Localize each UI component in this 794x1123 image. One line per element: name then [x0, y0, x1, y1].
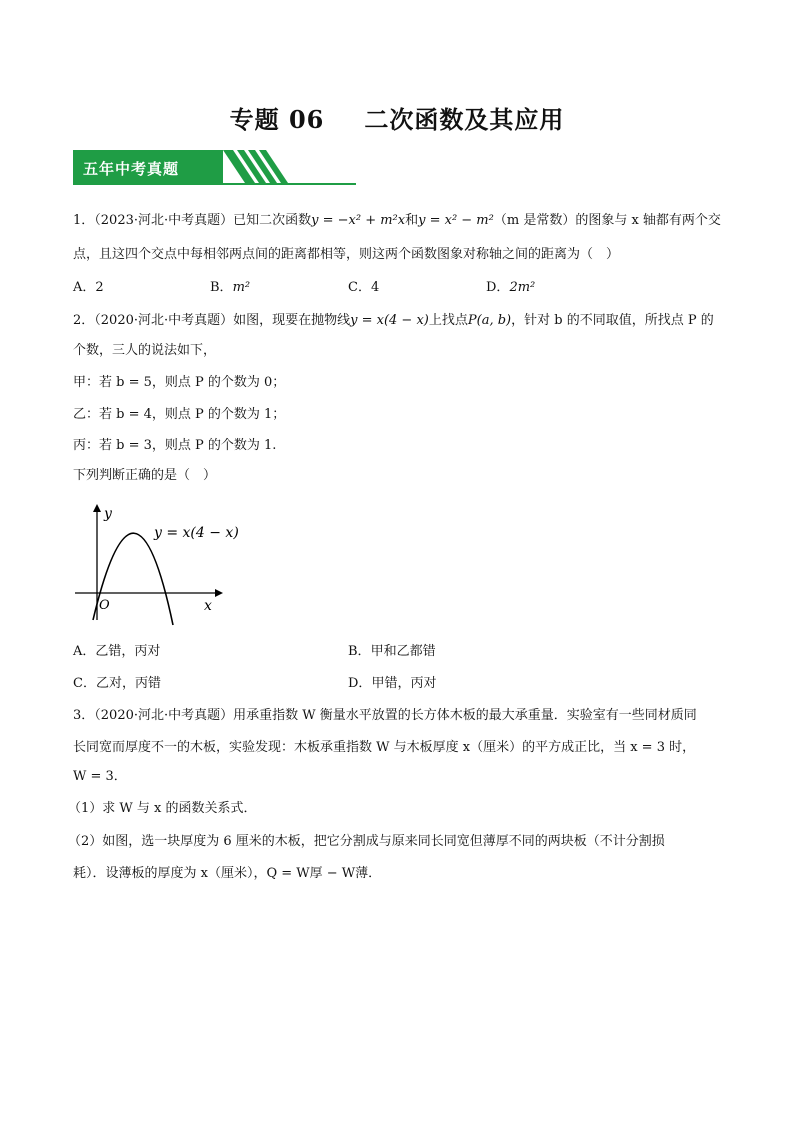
q2-stem: 2．（2020·河北·中考真题）如图，现要在抛物线y = x(4 − x)上找点P(a, b)，针对 b 的不同取值，所找点 P 的 [73, 313, 714, 328]
q2-option-b: B．甲和乙都错 [348, 644, 436, 659]
x-axis-arrow-icon [215, 589, 223, 597]
q3-stem-line1: 3．（2020·河北·中考真题）用承重指数 W 衡量水平放置的长方体木板的最大承重量．实验室有一些同材质同 [73, 708, 697, 723]
q1-option-d: D．2m² [486, 280, 536, 295]
q2-option-c: C．乙对，丙错 [73, 676, 161, 691]
q2-curve-formula: y = x(4 − x) [350, 313, 429, 328]
q2-option-d: D．甲错，丙对 [348, 676, 437, 691]
q3-part1: （1）求 W 与 x 的函数关系式． [68, 801, 257, 816]
section-banner [73, 150, 356, 186]
q3-stem-line2: 长同宽而厚度不一的木板，实验发现：木板承重指数 W 与木板厚度 x（厘米）的平方成正比，当 x = 3 时， [73, 740, 696, 755]
q2-point: P(a, b) [467, 313, 512, 328]
q2-option-a: A．乙错，丙对 [73, 644, 161, 659]
q3-part2-line2: 耗）．设薄板的厚度为 x（厘米），Q = W厚 − W薄． [73, 866, 382, 881]
q1-option-c: C．4 [348, 280, 380, 295]
y-axis-arrow-icon [93, 504, 101, 512]
q2-claim-yi: 乙：若 b = 4，则点 P 的个数为 1； [73, 407, 286, 422]
q3-stem-line3: W = 3． [73, 769, 127, 784]
q1-func1: y = −x² + m²x [311, 213, 406, 228]
title-topic: 二次函数及其应用 [364, 105, 565, 134]
parabola-graph [70, 500, 239, 625]
q2-claim-jia: 甲：若 b = 5，则点 P 的个数为 0； [73, 375, 286, 390]
q1-option-b: B．m² [210, 280, 251, 295]
y-axis-label: y [104, 506, 112, 522]
q1-stem: 1．（2023·河北·中考真题）已知二次函数y = −x² + m²x和y = x² − m²（m 是常数）的图象与 x 轴都有两个交 [73, 213, 721, 228]
q1-stem-line2: 点，且这四个交点中每相邻两点间的距离都相等，则这两个函数图象对称轴之间的距离为（ ） [73, 247, 620, 262]
q1-option-a: A．2 [73, 280, 104, 295]
curve-label: y = x(4 − x) [154, 525, 239, 541]
page-title [0, 100, 794, 135]
origin-label: O [99, 598, 110, 613]
banner-underline [73, 183, 356, 185]
x-axis-label: x [204, 598, 212, 614]
banner-label: 五年中考真题 [83, 160, 180, 178]
q2-question: 下列判断正确的是（ ） [73, 468, 217, 483]
title-number: 专题 06 [229, 105, 325, 134]
q1-func2: y = x² − m² [418, 213, 494, 228]
q3-part2-line1: （2）如图，选一块厚度为 6 厘米的木板，把它分割成与原来同长同宽但薄厚不同的两块板（不计分割损 [68, 834, 665, 849]
banner-stripes-icon [223, 150, 333, 184]
q2-stem-line2: 个数，三人的说法如下， [73, 343, 217, 358]
q2-claim-bing: 丙：若 b = 3，则点 P 的个数为 1. [73, 438, 277, 453]
